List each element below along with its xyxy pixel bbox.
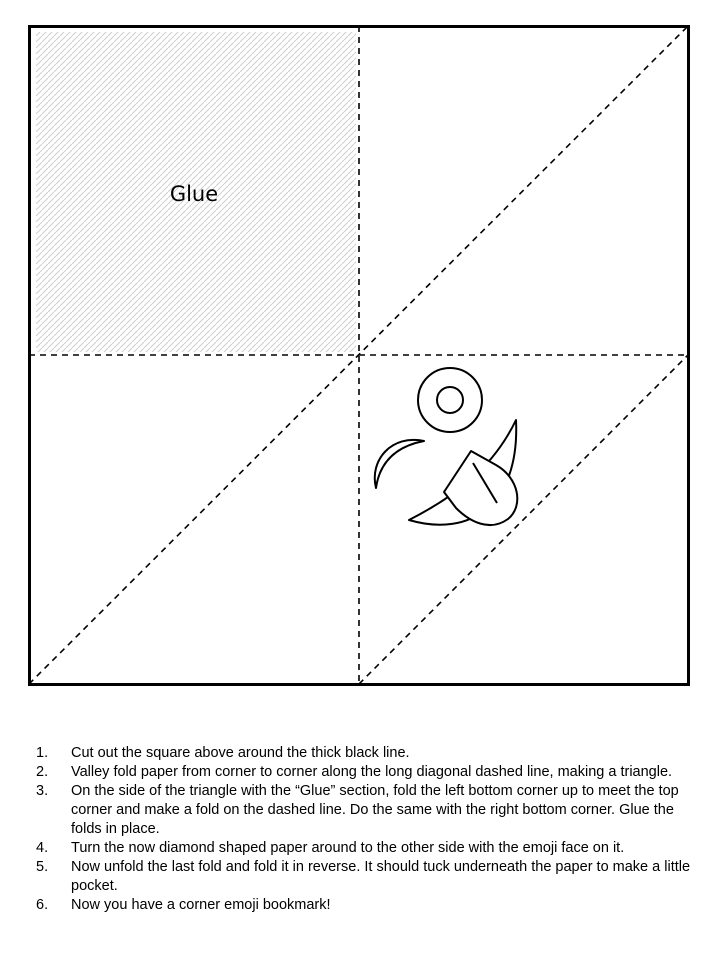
step-text: Cut out the square above around the thick black line. [71,745,410,761]
instruction-step [36,744,696,763]
step-number: 6. [36,897,49,913]
step-text: On the side of the triangle with the “Glue” section, fold the left bottom corner up to meet the top corner and make a fold on the dashed line. Do the same with the right bottom corner. Glue the folds in place. [71,783,679,837]
step-number: 2. [36,764,49,780]
instruction-step [36,858,696,896]
instruction-step [36,782,696,839]
step-text: Valley fold paper from corner to corner along the long diagonal dashed line, making a triangle. [71,764,673,780]
step-text: Now unfold the last fold and fold it in reverse. It should tuck underneath the paper to make a little pocket. [71,859,691,894]
emoji-eye-inner [437,387,463,413]
instruction-step [36,839,696,858]
step-number: 4. [36,840,49,856]
instruction-step [36,896,696,915]
step-number: 3. [36,783,49,799]
emoji-face-icon [375,368,518,525]
step-number: 5. [36,859,49,875]
step-number: 1. [36,745,49,761]
instruction-step [36,763,696,782]
step-text: Turn the now diamond shaped paper around to the other side with the emoji face on it. [71,840,625,856]
step-text: Now you have a corner emoji bookmark! [71,897,331,913]
glue-label: Glue [169,182,219,206]
instruction-list [36,744,696,915]
emoji-wink-eye [375,440,424,488]
